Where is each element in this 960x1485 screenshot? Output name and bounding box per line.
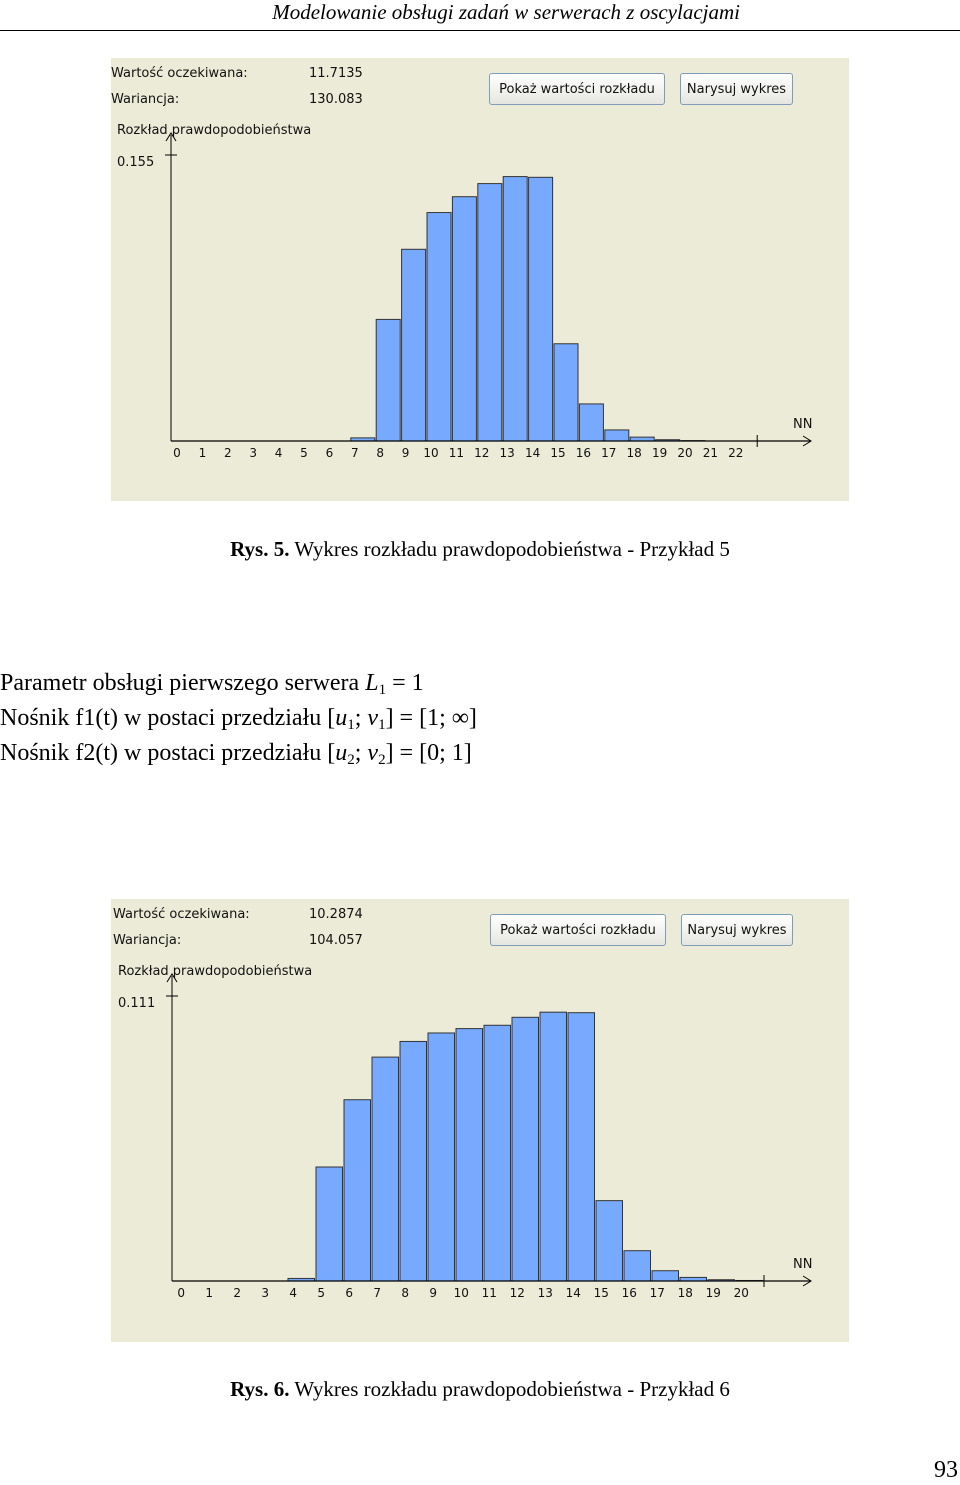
y-axis-title: Rozkład prawdopodobieństwa bbox=[118, 964, 313, 979]
histogram-bar bbox=[402, 249, 426, 441]
x-tick-label: 20 bbox=[677, 446, 693, 460]
variance-value: 104.057 bbox=[309, 933, 363, 948]
histogram-bar bbox=[372, 1057, 399, 1281]
x-tick-label: 2 bbox=[233, 1286, 242, 1300]
x-tick-label: 11 bbox=[481, 1286, 497, 1300]
x-tick-label: 11 bbox=[448, 446, 465, 460]
caption-text: Wykres rozkładu prawdopodobieństwa - Przykład 5 bbox=[294, 537, 730, 561]
x-tick-label: 3 bbox=[261, 1286, 270, 1300]
histogram-bar bbox=[452, 197, 476, 441]
histogram-bar bbox=[344, 1100, 371, 1281]
y-max-label: 0.155 bbox=[117, 155, 155, 170]
histogram-bar bbox=[579, 404, 603, 441]
x-tick-label: 6 bbox=[345, 1286, 354, 1300]
histogram-bar bbox=[652, 1271, 679, 1281]
histogram-bar bbox=[568, 1013, 595, 1281]
x-tick-label: 2 bbox=[223, 446, 232, 460]
math-var: L bbox=[365, 670, 379, 696]
x-tick-label: 3 bbox=[249, 446, 258, 460]
x-tick-label: 13 bbox=[499, 446, 515, 460]
text-fragment: = 1 bbox=[386, 670, 424, 696]
support-f2-line bbox=[0, 740, 472, 767]
x-tick-label: 4 bbox=[274, 446, 283, 460]
math-sub: 1 bbox=[378, 682, 387, 698]
histogram-bar bbox=[529, 177, 553, 441]
math-var: v bbox=[367, 705, 379, 731]
text-fragment: ] = [1; ∞] bbox=[385, 705, 477, 731]
x-tick-label: 19 bbox=[651, 446, 668, 460]
variance-label: Wariancja: bbox=[111, 92, 180, 107]
expected-value: 11.7135 bbox=[309, 66, 363, 81]
probability-chart-panel bbox=[111, 58, 849, 501]
expected-value-label: Wartość oczekiwana: bbox=[111, 66, 248, 81]
histogram-bar bbox=[605, 430, 629, 441]
running-title: Modelowanie obsługi zadań w serwerach z oscylacjami bbox=[272, 0, 740, 24]
histogram bbox=[111, 899, 849, 1342]
x-tick-label: 9 bbox=[401, 446, 410, 460]
draw-chart-button[interactable]: Narysuj wykres bbox=[680, 73, 793, 105]
caption-label: Rys. 5. bbox=[230, 537, 290, 561]
x-tick-label: 15 bbox=[550, 446, 566, 460]
variance-label: Wariancja: bbox=[113, 933, 182, 948]
show-distribution-button[interactable]: Pokaż wartości rozkładu bbox=[490, 914, 666, 946]
histogram-bar bbox=[596, 1201, 623, 1281]
text-fragment: ; bbox=[354, 705, 368, 731]
math-sub: 2 bbox=[347, 752, 355, 768]
expected-value-label: Wartość oczekiwana: bbox=[113, 907, 250, 922]
math-sub: 1 bbox=[347, 717, 355, 733]
probability-chart-panel bbox=[111, 899, 849, 1342]
x-tick-label: 0 bbox=[173, 446, 181, 460]
x-tick-label: 8 bbox=[376, 446, 385, 460]
show-distribution-button[interactable]: Pokaż wartości rozkładu bbox=[489, 73, 665, 105]
y-max-label: 0.111 bbox=[118, 996, 156, 1011]
math-sub: 2 bbox=[378, 752, 386, 768]
text-fragment: ] = [0; 1] bbox=[385, 740, 472, 766]
x-tick-label: 7 bbox=[350, 446, 359, 460]
x-tick-label: 14 bbox=[565, 1286, 581, 1300]
x-tick-label: 0 bbox=[177, 1286, 186, 1300]
caption-text: Wykres rozkładu prawdopodobieństwa - Przykład 6 bbox=[294, 1377, 730, 1401]
x-tick-label: 9 bbox=[429, 1286, 438, 1300]
text-fragment: Nośnik f2(t) w postaci przedziału [ bbox=[0, 740, 336, 766]
x-tick-label: 21 bbox=[702, 446, 719, 460]
math-var: v bbox=[367, 740, 379, 766]
x-tick-label: 7 bbox=[373, 1286, 382, 1300]
x-tick-label: 16 bbox=[621, 1286, 637, 1300]
histogram-bar bbox=[554, 344, 578, 441]
variance-value: 130.083 bbox=[309, 92, 363, 107]
x-tick-label: 15 bbox=[593, 1286, 609, 1300]
x-axis-label: NN bbox=[793, 1257, 813, 1272]
y-axis-title: Rozkład prawdopodobieństwa bbox=[117, 123, 312, 138]
histogram bbox=[111, 58, 849, 501]
histogram-bar bbox=[540, 1012, 567, 1281]
x-tick-label: 4 bbox=[289, 1286, 298, 1300]
x-tick-label: 5 bbox=[317, 1286, 326, 1300]
parameter-line bbox=[0, 670, 424, 697]
x-tick-label: 5 bbox=[300, 446, 308, 460]
x-axis-label: NN bbox=[793, 417, 813, 432]
histogram-bar bbox=[427, 213, 451, 441]
text-fragment: Nośnik f1(t) w postaci przedziału [ bbox=[0, 705, 336, 731]
histogram-bar bbox=[478, 184, 502, 441]
histogram-bar bbox=[400, 1041, 427, 1281]
draw-chart-button[interactable]: Narysuj wykres bbox=[681, 914, 793, 946]
caption-label: Rys. 6. bbox=[230, 1377, 290, 1401]
x-tick-label: 10 bbox=[453, 1286, 469, 1300]
math-var: u bbox=[335, 740, 348, 766]
histogram-bar bbox=[456, 1029, 483, 1281]
x-tick-label: 10 bbox=[423, 446, 439, 460]
histogram-bar bbox=[428, 1033, 455, 1281]
figure-caption bbox=[0, 537, 960, 562]
x-tick-label: 8 bbox=[401, 1286, 410, 1300]
histogram-bar bbox=[316, 1167, 343, 1281]
math-var: u bbox=[335, 705, 348, 731]
page-number: 93 bbox=[934, 1457, 958, 1483]
x-tick-label: 6 bbox=[325, 446, 334, 460]
x-tick-label: 17 bbox=[601, 446, 617, 460]
x-tick-label: 12 bbox=[474, 446, 490, 460]
histogram-bar bbox=[503, 177, 527, 441]
x-tick-label: 13 bbox=[537, 1286, 553, 1300]
running-header bbox=[0, 0, 960, 31]
x-tick-label: 16 bbox=[575, 446, 592, 460]
histogram-bar bbox=[624, 1251, 651, 1281]
x-tick-label: 1 bbox=[198, 446, 207, 460]
x-tick-label: 18 bbox=[626, 446, 642, 460]
x-tick-label: 22 bbox=[728, 446, 744, 460]
x-tick-label: 18 bbox=[677, 1286, 693, 1300]
math-sub: 1 bbox=[378, 717, 386, 733]
support-f1-line bbox=[0, 705, 477, 732]
x-tick-label: 1 bbox=[205, 1286, 214, 1300]
histogram-bar bbox=[512, 1017, 539, 1281]
x-tick-label: 20 bbox=[733, 1286, 749, 1300]
x-tick-label: 17 bbox=[649, 1286, 665, 1300]
text-fragment: Parametr obsługi pierwszego serwera bbox=[0, 670, 366, 696]
x-tick-label: 12 bbox=[509, 1286, 525, 1300]
histogram-bar bbox=[376, 319, 400, 441]
expected-value: 10.2874 bbox=[309, 907, 363, 922]
figure-caption bbox=[0, 1377, 960, 1402]
x-tick-label: 14 bbox=[524, 446, 541, 460]
text-fragment: ; bbox=[354, 740, 368, 766]
x-tick-label: 19 bbox=[705, 1286, 721, 1300]
histogram-bar bbox=[484, 1025, 511, 1281]
